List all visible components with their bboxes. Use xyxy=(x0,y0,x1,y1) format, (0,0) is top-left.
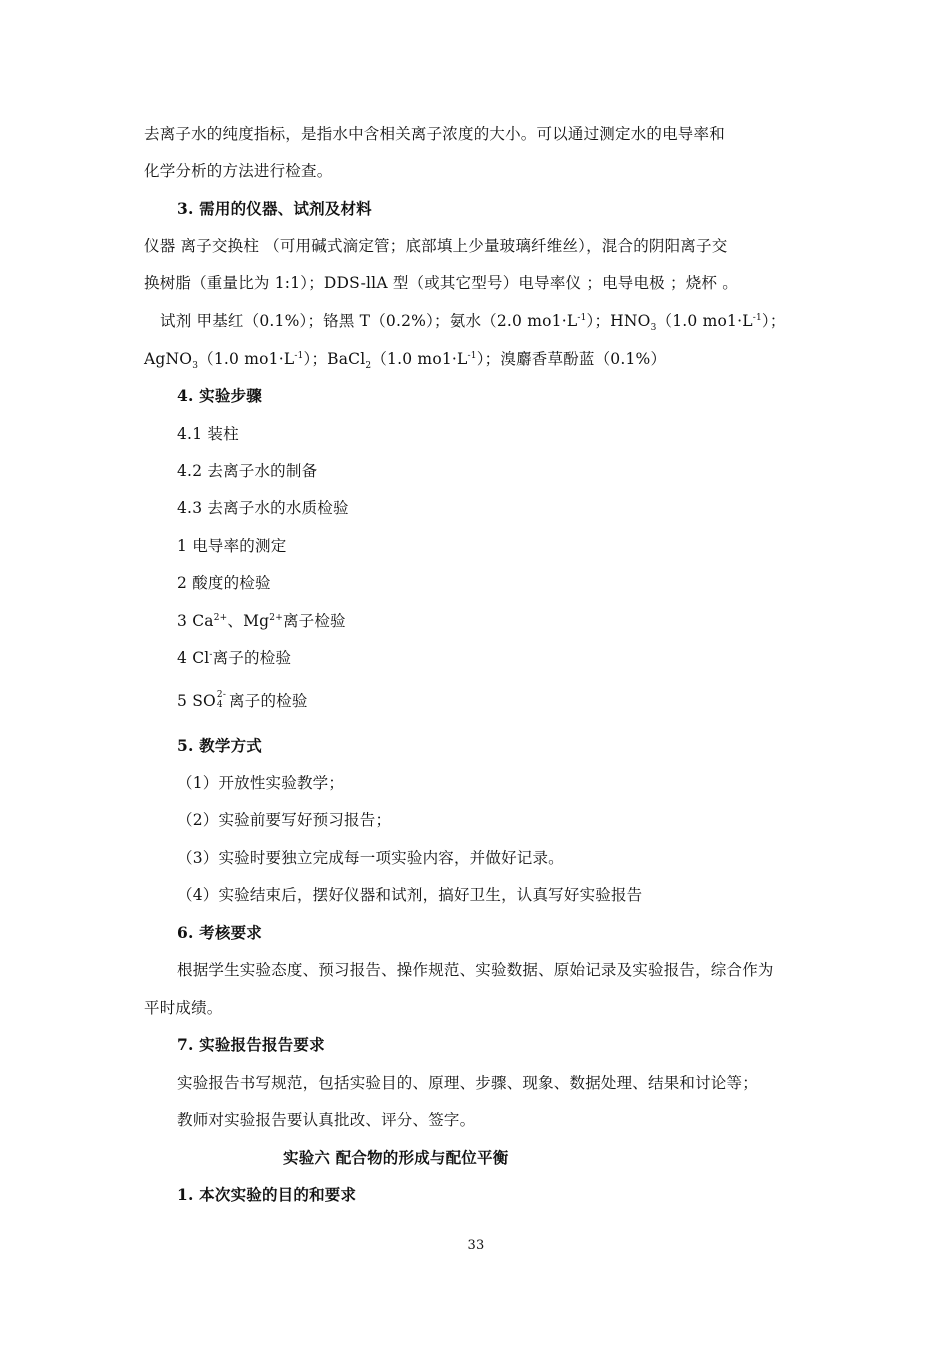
instruments-line-1: 仪器 离子交换柱 （可用碱式滴定管；底部填上少量玻璃纤维丝），混合的阴阳离子交 xyxy=(144,237,728,255)
section-3-heading: 3. 需用的仪器、试剂及材料 xyxy=(177,199,372,218)
section-5-heading: 5. 教学方式 xyxy=(177,736,262,755)
item-4-text-a: 4 Cl xyxy=(177,649,210,667)
superscript: -1 xyxy=(752,312,762,323)
item-4-text-b: 离子的检验 xyxy=(212,649,292,667)
reagents-line-2 xyxy=(144,349,667,372)
subscript: 3 xyxy=(650,323,657,334)
superscript: -1 xyxy=(294,350,304,361)
reagents-text-e: ）；溴麝香草酚蓝（0.1%） xyxy=(476,350,667,368)
step-4-2: 4.2 去离子水的制备 xyxy=(177,462,318,480)
section-7-heading: 7. 实验报告报告要求 xyxy=(177,1035,325,1054)
check-item-4 xyxy=(177,648,291,668)
check-item-5 xyxy=(177,691,308,711)
teaching-item-3: （3）实验时要独立完成每一项实验内容，并做好记录。 xyxy=(177,849,564,867)
superscript: 2- xyxy=(216,690,227,700)
reagents-text-d: （1.0 mo1·L xyxy=(371,350,468,368)
subscript: 2 xyxy=(365,361,372,372)
item-5-text-b: 离子的检验 xyxy=(223,692,308,710)
superscript: 2+ xyxy=(213,612,228,623)
section-4-heading: 4. 实验步骤 xyxy=(177,386,262,405)
reagents-text-c: ）；BaCl xyxy=(303,350,366,368)
subscript: 4 xyxy=(216,700,223,710)
item-3-text-a: 3 Ca xyxy=(177,612,214,630)
check-item-2: 2 酸度的检验 xyxy=(177,574,271,592)
step-4-3: 4.3 去离子水的水质检验 xyxy=(177,499,349,517)
reagents-line-1 xyxy=(160,311,786,334)
check-item-1: 1 电导率的测定 xyxy=(177,537,287,555)
superscript: 2+ xyxy=(269,612,283,623)
intro-line-1: 去离子水的纯度指标，是指水中含相关离子浓度的大小。可以通过测定水的电导率和 xyxy=(144,125,725,143)
superscript: - xyxy=(209,649,213,660)
check-item-3 xyxy=(177,611,346,631)
report-line-1: 实验报告书写规范，包括实验目的、原理、步骤、现象、数据处理、结果和讨论等； xyxy=(177,1074,758,1092)
teaching-item-4: （4）实验结束后，摆好仪器和试剂，搞好卫生，认真写好实验报告 xyxy=(177,886,643,904)
experiment-6-section-1-heading: 1. 本次实验的目的和要求 xyxy=(177,1185,357,1204)
item-3-text-b: 、Mg xyxy=(227,612,270,630)
reagents-text-a: AgNO xyxy=(144,350,193,368)
intro-line-2: 化学分析的方法进行检查。 xyxy=(144,162,333,180)
assessment-line-1: 根据学生实验态度、预习报告、操作规范、实验数据、原始记录及实验报告，综合作为 xyxy=(177,961,774,979)
assessment-line-2: 平时成绩。 xyxy=(144,999,223,1017)
reagents-text-a: 试剂 甲基红（0.1%）；铬黑 T（0.2%）；氨水（2.0 mo1·L xyxy=(160,312,578,330)
teaching-item-1: （1）开放性实验教学； xyxy=(177,774,345,792)
superscript: -1 xyxy=(577,312,587,323)
section-6-heading: 6. 考核要求 xyxy=(177,923,262,942)
reagents-text-d: ）； xyxy=(761,312,786,330)
page-number: 33 xyxy=(467,1238,485,1253)
item-3-text-c: 离子检验 xyxy=(282,612,346,630)
subscript: 3 xyxy=(192,361,199,372)
reagents-text-c: （1.0 mo1·L xyxy=(656,312,753,330)
reagents-text-b: ）；HNO xyxy=(586,312,651,330)
instruments-line-2: 换树脂（重量比为 1:1）；DDS-llA 型（或其它型号）电导率仪 ；电导电极 ；烧杯 。 xyxy=(144,274,738,292)
sulfate-charge-stack xyxy=(216,690,227,711)
report-line-2: 教师对实验报告要认真批改、评分、签字。 xyxy=(177,1111,476,1129)
experiment-6-title: 实验六 配合物的形成与配位平衡 xyxy=(283,1148,509,1167)
teaching-item-2: （2）实验前要写好预习报告； xyxy=(177,811,392,829)
superscript: -1 xyxy=(467,350,477,361)
step-4-1: 4.1 装柱 xyxy=(177,425,239,443)
item-5-text-a: 5 SO xyxy=(177,692,216,710)
reagents-text-b: （1.0 mo1·L xyxy=(198,350,295,368)
